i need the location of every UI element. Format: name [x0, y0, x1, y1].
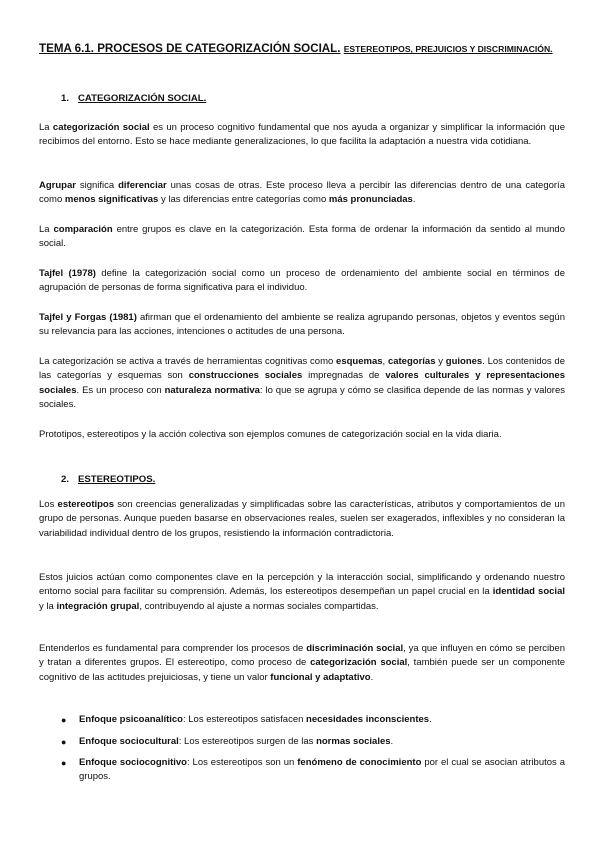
list-item: ● Enfoque sociocultural: Los estereotipos surgen de las normas sociales. — [61, 735, 565, 749]
list-item: ● Enfoque psicoanalítico: Los estereotipos satisfacen necesidades inconscientes. — [61, 713, 565, 727]
paragraph: Prototipos, estereotipos y la acción colectiva son ejemplos comunes de categorización social en la vida diaria. — [39, 429, 502, 440]
paragraph: Entenderlos es fundamental para comprender los procesos de discriminación social, ya que influyen en cómo se perciben y tratan a diferentes grupos. El estereotipo, como proceso de categorización social, también puede ser un componente cognitivo de las actitudes prejuiciosas, y tiene un valor funcional y adaptativo. — [39, 643, 566, 683]
section-heading-2 — [61, 474, 155, 485]
section-number: 2. — [61, 474, 70, 485]
bullet-icon: ● — [61, 715, 67, 725]
document-title — [39, 40, 565, 58]
paragraph: La categorización se activa a través de herramientas cognitivas como esquemas, categorías y guiones. Los contenidos de las categorías y esquemas son construcciones sociales impregnadas de valores culturales y representaciones sociales. Es un proceso con naturaleza normativa: lo que se agrupa y cómo se clasifica depende de las normas y valores sociales. — [39, 356, 566, 410]
list-item: ● Enfoque sociocognitivo: Los estereotipos son un fenómeno de conocimiento por el cual se asocian atributos a grupos. — [61, 757, 565, 783]
title-subtitle: ESTEREOTIPOS, PREJUICIOS Y DISCRIMINACIÓN. — [343, 44, 553, 54]
section-number: 1. — [61, 93, 70, 104]
paragraph: Tajfel (1978) define la categorización social como un proceso de ordenamiento del ambiente social en términos de agrupación de personas de forma significativa para el individuo. — [39, 268, 565, 294]
paragraph: La categorización social es un proceso cognitivo fundamental que nos ayuda a organizar y simplificar la información que recibimos del entorno. Esto se hace mediante generalizaciones, lo que facilita la adaptación a nuestra vida cotidiana. — [39, 122, 565, 148]
title-main: TEMA 6.1. PROCESOS DE CATEGORIZACIÓN SOCIAL. — [39, 42, 341, 55]
bullet-icon: ● — [61, 758, 67, 768]
paragraph: Tajfel y Forgas (1981) afirman que el ordenamiento del ambiente se realiza agrupando personas, objetos y eventos según su relevancia para las acciones, intenciones o actitudes de una persona. — [39, 312, 565, 338]
section-title: CATEGORIZACIÓN SOCIAL. — [78, 93, 207, 104]
bullet-icon: ● — [61, 737, 67, 747]
section-title: ESTEREOTIPOS. — [78, 474, 156, 485]
paragraph: La comparación entre grupos es clave en la categorización. Esta forma de ordenar la información da sentido al mundo social. — [39, 224, 565, 250]
paragraph: Los estereotipos son creencias generalizadas y simplificadas sobre las características, atributos y comportamientos de un grupo de personas. Aunque pueden basarse en observaciones reales, suelen ser exagerados, inflexibles y no consideran la variabilidad individual dentro de los grupos, resistiendo la información contradictoria. — [39, 499, 565, 539]
section-heading-1 — [61, 93, 206, 104]
paragraph: Agrupar significa diferenciar unas cosas de otras. Este proceso lleva a percibir las diferencias dentro de una categoría como menos significativas y las diferencias entre categorías como más pronunciadas. — [39, 180, 565, 206]
paragraph: Estos juicios actúan como componentes clave en la percepción y la interacción social, simplificando y ordenando nuestro entorno social para facilitar su comprensión. Además, los estereotipos desempeñan un papel crucial en la identidad social y la integración grupal, contribuyendo al ajuste a normas sociales compartidas. — [39, 572, 565, 612]
